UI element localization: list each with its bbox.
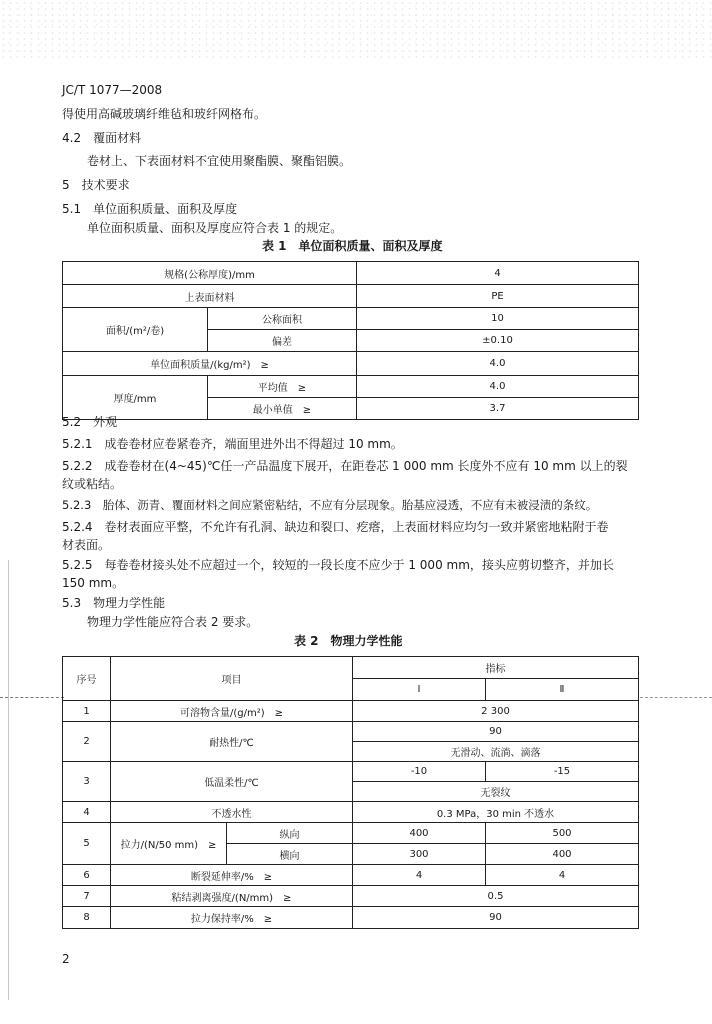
table-cell: 单位面积质量/(kg/m²) ≥ <box>63 352 357 376</box>
doc-code: JC/T 1077—2008 <box>62 83 163 97</box>
table-cell: 90 <box>353 722 639 742</box>
table-cell: 6 <box>63 865 111 886</box>
table-row <box>63 308 639 330</box>
section-heading: 5 技术要求 <box>62 178 130 192</box>
table-cell: Ⅰ <box>353 679 486 701</box>
table-cell: 公称面积 <box>208 308 357 330</box>
table-2 <box>62 656 639 929</box>
table-row <box>63 886 639 907</box>
text-line: 物理力学性能应符合表 2 要求。 <box>87 615 259 629</box>
section-heading: 5.1 单位面积质量、面积及厚度 <box>62 202 238 216</box>
table-cell: 最小单值 ≥ <box>208 398 357 420</box>
table-cell: 上表面材料 <box>63 285 357 308</box>
text-line: 卷材上、下表面材料不宜使用聚酯膜、聚酯铝膜。 <box>87 154 352 168</box>
table-cell: 4 <box>63 802 111 823</box>
table-cell: ±0.10 <box>357 330 639 352</box>
table-cell: 耐热性/℃ <box>111 722 353 762</box>
table-row <box>63 907 639 929</box>
table-cell: 无滑动、流淌、滴落 <box>353 742 639 762</box>
table-row <box>63 823 639 844</box>
table-cell: 不透水性 <box>111 802 353 823</box>
table-cell: 8 <box>63 907 111 929</box>
table-cell: 5 <box>63 823 111 865</box>
clause-text: 5.2.4 卷材表面应平整，不允许有孔洞、缺边和裂口、疙瘩，上表面材料应均匀一致并紧密地粘附于卷 <box>62 520 609 534</box>
table-cell: 项目 <box>111 657 353 701</box>
table-cell: 4 <box>486 865 639 886</box>
table-cell: 指标 <box>353 657 639 679</box>
table-cell: -15 <box>486 762 639 782</box>
table-cell: 300 <box>353 844 486 865</box>
table1-caption: 表 1 单位面积质量、面积及厚度 <box>262 239 443 253</box>
table-cell: 拉力保持率/% ≥ <box>111 907 353 929</box>
table-row <box>63 802 639 823</box>
table-cell: 1 <box>63 701 111 722</box>
table-cell: 90 <box>353 907 639 929</box>
table-cell: 纵向 <box>227 823 353 844</box>
clause-text: 5.2.5 每卷卷材接头处不应超过一个，较短的一段长度不应少于 1 000 mm，接头应剪切整齐，并加长 <box>62 558 614 572</box>
table-cell: 可溶物含量/(g/m²) ≥ <box>111 701 353 722</box>
table-cell: 平均值 ≥ <box>208 376 357 398</box>
table-cell: 序号 <box>63 657 111 701</box>
table-row <box>63 352 639 376</box>
page-number: 2 <box>62 952 70 966</box>
table-cell: 低温柔性/℃ <box>111 762 353 802</box>
table-cell: 500 <box>486 823 639 844</box>
table-cell: 0.5 <box>353 886 639 907</box>
table-cell: 面积/(m²/卷) <box>63 308 208 352</box>
clause-text: 5.2.3 胎体、沥青、覆面材料之间应紧密粘结，不应有分层现象。胎基应浸透，不应有未被浸渍的条纹。 <box>62 498 598 512</box>
table-row <box>63 762 639 782</box>
table-cell: PE <box>357 285 639 308</box>
table-cell: 7 <box>63 886 111 907</box>
table-cell: 偏差 <box>208 330 357 352</box>
scan-edge-line <box>8 560 9 1000</box>
table-cell: 10 <box>357 308 639 330</box>
table-row <box>63 722 639 742</box>
table-cell: 4 <box>357 262 639 285</box>
table-cell: 2 300 <box>353 701 639 722</box>
text-line: 单位面积质量、面积及厚度应符合表 1 的规定。 <box>87 221 343 235</box>
table-cell: 拉力/(N/50 mm) ≥ <box>111 823 227 865</box>
table-row <box>63 376 639 398</box>
table-cell: Ⅱ <box>486 679 639 701</box>
table-cell: 规格(公称厚度)/mm <box>63 262 357 285</box>
clause-text: 5.2.2 成卷卷材在(4~45)℃任一产品温度下展开，在距卷芯 1 000 mm 长度外不应有 10 mm 以上的裂 <box>62 459 628 473</box>
table-row <box>63 865 639 886</box>
table-cell: 横向 <box>227 844 353 865</box>
table-row <box>63 285 639 308</box>
clause-text: 纹或粘结。 <box>62 477 123 491</box>
table-cell: 粘结剥离强度/(N/mm) ≥ <box>111 886 353 907</box>
clause-text: 150 mm。 <box>62 576 125 590</box>
table-cell: 厚度/mm <box>63 376 208 420</box>
table-cell: 400 <box>486 844 639 865</box>
table-1 <box>62 261 639 420</box>
scan-dash-left <box>0 697 64 698</box>
table2-caption: 表 2 物理力学性能 <box>294 634 403 648</box>
scan-noise <box>0 0 712 60</box>
section-heading: 5.2 外观 <box>62 415 118 429</box>
table-cell: 2 <box>63 722 111 762</box>
table-cell: 4.0 <box>357 352 639 376</box>
scan-dash-right <box>640 697 712 698</box>
table-cell: 断裂延伸率/% ≥ <box>111 865 353 886</box>
table-row <box>63 657 639 679</box>
clause-text: 5.2.1 成卷卷材应卷紧卷齐，端面里进外出不得超过 10 mm。 <box>62 437 403 451</box>
table-cell: -10 <box>353 762 486 782</box>
table-cell: 0.3 MPa，30 min 不透水 <box>353 802 639 823</box>
table-cell: 4 <box>353 865 486 886</box>
clause-text: 材表面。 <box>62 538 111 552</box>
table-cell: 4.0 <box>357 376 639 398</box>
table-row <box>63 701 639 722</box>
text-line: 得使用高碱玻璃纤维毡和玻纤网格布。 <box>62 107 267 121</box>
table-cell: 3.7 <box>357 398 639 420</box>
section-heading: 4.2 覆面材料 <box>62 131 142 145</box>
table-cell: 3 <box>63 762 111 802</box>
table-row <box>63 262 639 285</box>
section-heading: 5.3 物理力学性能 <box>62 596 166 610</box>
table-cell: 无裂纹 <box>353 782 639 802</box>
table-cell: 400 <box>353 823 486 844</box>
